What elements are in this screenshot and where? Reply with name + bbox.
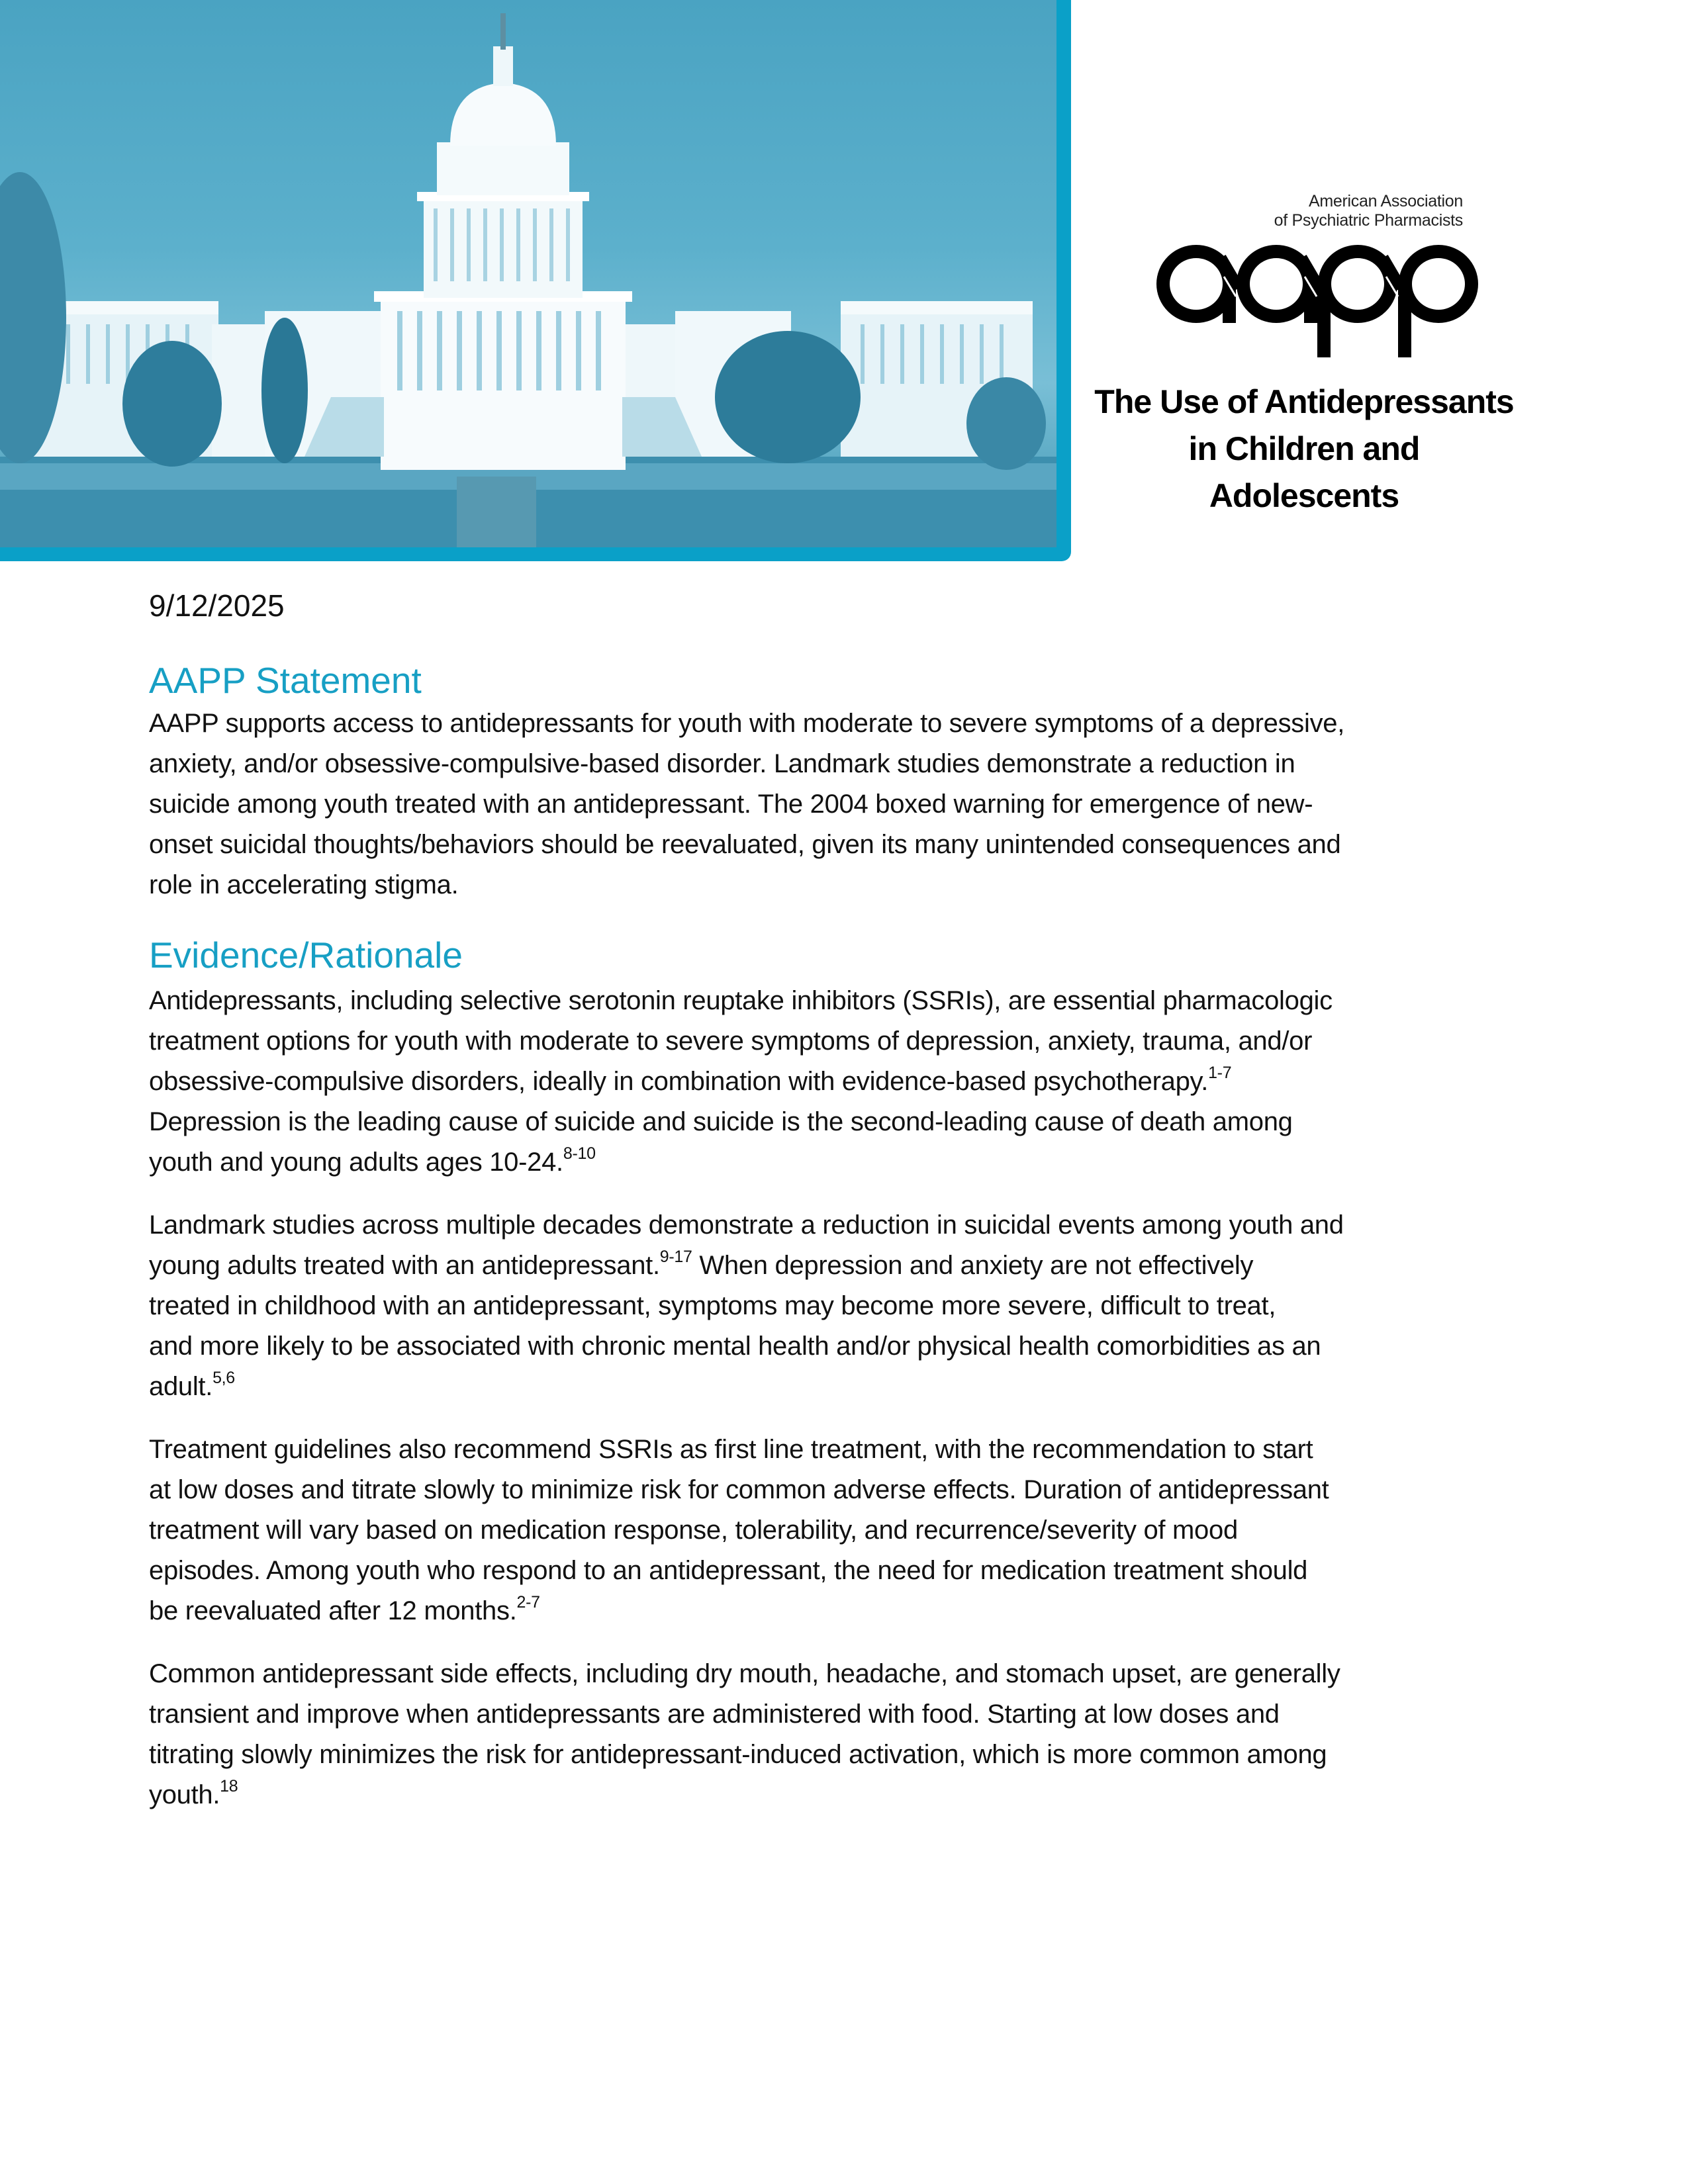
document-date: 9/12/2025 xyxy=(149,588,285,623)
organization-name xyxy=(1274,192,1463,230)
text-line: treatment will vary based on medication response, tolerability, and recurrence/severity of mood xyxy=(149,1516,1238,1545)
evidence-paragraph-3 xyxy=(149,1430,1539,1631)
citation-superscript: 5,6 xyxy=(212,1368,235,1387)
citation-superscript: 9-17 xyxy=(659,1247,692,1266)
text-line: adult.$^{5,6}$ xyxy=(149,1368,235,1401)
text-line: AAPP supports access to antidepressants for youth with moderate to severe symptoms of a depressive, xyxy=(149,709,1345,738)
text-line: Common antidepressant side effects, including dry mouth, headache, and stomach upset, are generally xyxy=(149,1659,1340,1688)
text-line: Landmark studies across multiple decades demonstrate a reduction in suicidal events among youth and xyxy=(149,1210,1344,1240)
hero-image-frame xyxy=(0,0,1071,561)
text-line: transient and improve when antidepressants are administered with food. Starting at low doses and xyxy=(149,1700,1280,1729)
text-line: treatment options for youth with moderate to severe symptoms of depression, anxiety, trauma, and/or xyxy=(149,1026,1313,1056)
text-line: and more likely to be associated with chronic mental health and/or physical health comorbidities as an xyxy=(149,1332,1321,1361)
org-name-line-2: of Psychiatric Pharmacists xyxy=(1274,211,1463,230)
text-line: at low doses and titrate slowly to minimize risk for common adverse effects. Duration of antidepressant xyxy=(149,1475,1329,1504)
text-line: onset suicidal thoughts/behaviors should be reevaluated, given its many unintended consequences and xyxy=(149,830,1341,859)
evidence-paragraph-4 xyxy=(149,1654,1539,1815)
text-line: young adults treated with an antidepressant.$^{9-17}$ When depression and anxiety are not effectively xyxy=(149,1247,1254,1280)
text-line: Depression is the leading cause of suicide and suicide is the second-leading cause of death among xyxy=(149,1107,1293,1136)
capitol-photo xyxy=(0,0,1056,547)
citation-superscript: 18 xyxy=(220,1776,238,1796)
capitol-building-illustration xyxy=(0,0,1056,547)
document-body xyxy=(149,586,1539,1838)
text-line: titrating slowly minimizes the risk for antidepressant-induced activation, which is more common among xyxy=(149,1740,1327,1769)
text-line: be reevaluated after 12 months.$^{2-7}$ xyxy=(149,1592,540,1625)
title-line-2: in Children and xyxy=(1188,430,1420,467)
citation-superscript: 1-7 xyxy=(1208,1063,1232,1082)
text-line: Treatment guidelines also recommend SSRIs as first line treatment, with the recommendation to start xyxy=(149,1435,1313,1464)
text-line: treated in childhood with an antidepressant, symptoms may become more severe, difficult to treat, xyxy=(149,1291,1276,1320)
evidence-paragraph-1 xyxy=(149,981,1539,1183)
title-line-3: Adolescents xyxy=(1209,477,1399,514)
text-line: youth.$^{18}$ xyxy=(149,1776,238,1809)
text-line: obsessive-compulsive disorders, ideally in combination with evidence-based psychotherapy.$^{1-7}$ xyxy=(149,1063,1232,1096)
text-line: suicide among youth treated with an antidepressant. The 2004 boxed warning for emergence of new- xyxy=(149,790,1313,819)
text-line: role in accelerating stigma. xyxy=(149,870,459,899)
evidence-heading: Evidence/Rationale xyxy=(149,934,463,976)
evidence-paragraph-2 xyxy=(149,1205,1539,1407)
citation-superscript: 8-10 xyxy=(563,1144,596,1163)
aapp-logo-icon xyxy=(1155,244,1483,363)
document-title xyxy=(1059,379,1549,520)
statement-heading: AAPP Statement xyxy=(149,660,422,701)
citation-superscript: 2-7 xyxy=(516,1592,540,1612)
text-line: youth and young adults ages 10-24.$^{8-10}$ xyxy=(149,1144,596,1177)
org-name-line-1: American Association xyxy=(1308,192,1463,210)
text-line: anxiety, and/or obsessive-compulsive-based disorder. Landmark studies demonstrate a reduction in xyxy=(149,749,1295,778)
title-line-1: The Use of Antidepressants xyxy=(1094,383,1514,420)
text-line: Antidepressants, including selective serotonin reuptake inhibitors (SSRIs), are essential pharmacologic xyxy=(149,986,1333,1015)
statement-paragraph xyxy=(149,704,1539,905)
text-line: episodes. Among youth who respond to an antidepressant, the need for medication treatment should xyxy=(149,1556,1308,1585)
